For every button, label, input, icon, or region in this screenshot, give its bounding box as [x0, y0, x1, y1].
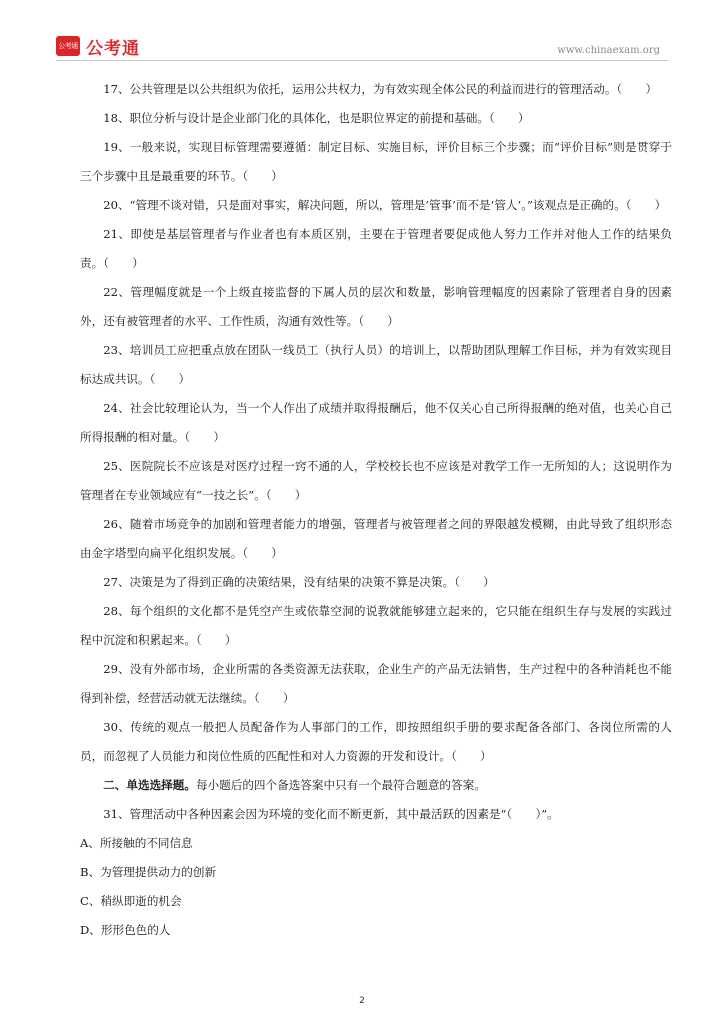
option-a: A、所接触的不同信息	[80, 836, 193, 850]
logo-badge-icon: 公考通	[56, 36, 80, 56]
question-28: 28、每个组织的文化都不是凭空产生或依靠空洞的说教就能够建立起来的，它只能在组织生存与发展的实践过程中沉淀和积累起来。（ ）	[80, 604, 672, 647]
question-22: 22、管理幅度就是一个上级直接监督的下属人员的层次和数量，影响管理幅度的因素除了管理者自身的因素外，还有被管理者的水平、工作性质，沟通有效性等。（ ）	[80, 285, 672, 328]
question-21: 21、即使是基层管理者与作业者也有本质区别，主要在于管理者要促成他人努力工作并对他人工作的结果负责。（ ）	[80, 227, 672, 270]
question-23: 23、培训员工应把重点放在团队一线员工（执行人员）的培训上，以帮助团队理解工作目标，并为有效实现目标达成共识。（ ）	[80, 343, 672, 386]
question-25: 25、医院院长不应该是对医疗过程一窍不通的人，学校校长也不应该是对教学工作一无所知的人；这说明作为管理者在专业领域应有“一技之长”。（ ）	[80, 459, 672, 502]
question-24: 24、社会比较理论认为，当一个人作出了成绩并取得报酬后，他不仅关心自己所得报酬的绝对值，也关心自己所得报酬的相对量。（ ）	[80, 401, 672, 444]
section-title: 二、单选选择题。	[103, 778, 196, 792]
logo-text: 公考通	[86, 38, 140, 59]
option-b: B、为管理提供动力的创新	[80, 865, 217, 879]
question-31: 31、管理活动中各种因素会因为环境的变化而不断更新，其中最活跃的因素是“（ ）”。	[103, 807, 559, 821]
question-30: 30、传统的观点一般把人员配备作为人事部门的工作，即按照组织手册的要求配备各部门、各岗位所需的人员，而忽视了人员能力和岗位性质的匹配性和对人力资源的开发和设计。（ ）	[80, 720, 672, 763]
question-26: 26、随着市场竞争的加剧和管理者能力的增强，管理者与被管理者之间的界限越发模糊，由此导致了组织形态由金字塔型向扁平化组织发展。（ ）	[80, 517, 672, 560]
logo	[56, 34, 140, 58]
question-20: 20、“管理不谈对错，只是面对事实，解决问题，所以，管理是‘管事’而不是‘管人’。”该观点是正确的。（ ）	[103, 198, 667, 212]
option-c: C、稍纵即逝的机会	[80, 894, 182, 908]
page-content	[80, 75, 672, 945]
question-17: 17、公共管理是以公共组织为依托，运用公共权力，为有效实现全体公民的利益而进行的管理活动。（ ）	[103, 82, 658, 96]
header-divider	[56, 60, 668, 61]
page-header	[56, 34, 668, 62]
question-19: 19、一般来说，实现目标管理需要遵循：制定目标、实施目标，评价目标三个步骤；而“评价目标”则是贯穿于三个步骤中且是最重要的环节。（ ）	[80, 140, 672, 183]
option-d: D、形形色色的人	[80, 923, 171, 937]
site-url: www.chinaexam.org	[557, 45, 660, 56]
section-instruction: 每小题后的四个备选答案中只有一个最符合题意的答案。	[195, 778, 486, 792]
question-29: 29、没有外部市场，企业所需的各类资源无法获取，企业生产的产品无法销售，生产过程中的各种消耗也不能得到补偿，经营活动就无法继续。（ ）	[80, 662, 672, 705]
page-number: 2	[359, 996, 365, 1006]
question-27: 27、决策是为了得到正确的决策结果，没有结果的决策不算是决策。（ ）	[103, 575, 495, 589]
question-18: 18、职位分析与设计是企业部门化的具体化，也是职位界定的前提和基础。（ ）	[103, 111, 530, 125]
section-heading	[80, 771, 672, 800]
